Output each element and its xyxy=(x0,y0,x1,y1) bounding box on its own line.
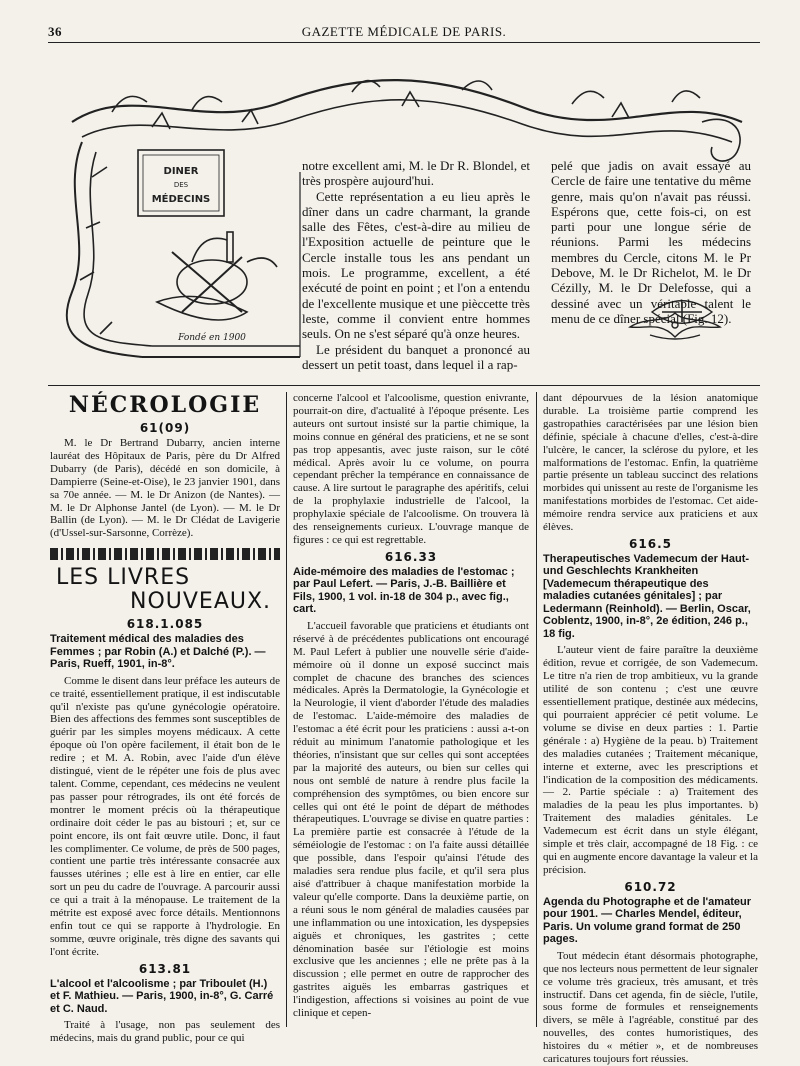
entry-number-610-72: 610.72 xyxy=(624,879,677,894)
colc-text-top xyxy=(543,392,758,534)
column-b xyxy=(293,392,529,1032)
entry-paragraph-610-72: Tout médecin étant désormais photographe, que nos lecteurs nous permettent de leur signaler ce volume très gracieux, très amusant, et très instructif. Dans cet agenda, fin de siècle, l'utile, sous forme de formules et renseignements divers, se mêle à l'agréable, constitué par des nouvelles, des contes humoristiques, des histoires du « métier », et de nombreuses caricatures toujours fort réussies. xyxy=(543,949,758,1066)
sign-line-1: DINER xyxy=(163,166,199,177)
diner-sign xyxy=(138,150,224,216)
necrologie-paragraph: M. le Dr Bertrand Dubarry, ancien interne lauréat des Hôpitaux de Paris, père du Dr Alfred Dubarry (de Paris), décédé en son domicile, à Dampierre (Seine-et-Oise), le 23 janvier 1901, dans sa 70e année. — M. le Dr Anizon (de Nantes). — M. le Dr Alphonse Jantel (de Lyon). — M. le Dr Ballin (de Lyon). — M. le Dr Clédat de Lavigerie (d'Ussel-sur-Sarsonne, Corrèze). xyxy=(50,437,280,540)
sign-line-3: MÉDECINS xyxy=(151,194,211,205)
journal-title: GAZETTE MÉDICALE DE PARIS. xyxy=(301,24,507,39)
sign-line-2: DES xyxy=(173,181,189,189)
ornamental-border xyxy=(50,548,280,560)
top-col2-p1: pelé que jadis on avait essayé au Cercle de faire une tentative du même genre, mais qu'on n'avait pas réussi. Espérons que, cette fois-ci, on est parti pour une longue série de réunions. Parmi les médecins membres du Cercle, citons M. le Pr Debove, M. le Dr Richelot, M. le Dr Cézilly, M. le Dr Delefosse, qui a dessiné avec un véritable talent le menu de ce dîner spécial (Fig. 12). xyxy=(551,158,751,326)
running-header xyxy=(48,22,760,43)
column-c xyxy=(543,392,758,1066)
entry-number-618: 618.1.085 xyxy=(126,617,204,632)
entry-title-618: Traitement médical des maladies des Femmes ; par Robin (A.) et Dalché (P.). — Paris, Rueff, 1901, in-8°. xyxy=(50,633,266,671)
column-a xyxy=(50,392,280,1045)
entry-text-610-72 xyxy=(543,950,758,1066)
entry-title-613: L'alcool et l'alcoolisme ; par Triboulet (H.) et F. Mathieu. — Paris, 1900, in-8°, G. Carré et C. Naud. xyxy=(50,977,274,1015)
top-col1-p3: Le président du banquet a prononcé au dessert un petit toast, dans lequel il a rap- xyxy=(302,341,530,372)
entry-text-616-33 xyxy=(293,620,529,1020)
top-article-col2 xyxy=(551,158,751,326)
entry-text-616-5 xyxy=(543,644,758,876)
entry-text-618 xyxy=(50,675,280,959)
colc-paragraph-top: dant dépourvues de la lésion anatomique durable. La troisième partie comprend les gastropathies caractérisées par une lésion bien définie, spéciale à chacune d'elles, c'est-à-dire l'ulcère, le cancer, la sclérose du pylore, et les malformations de l'estomac. Enfin, la quatrième partie présente un tableau succinct des relations morbides qui unissent au reste de l'organisme les manifestations morbides de l'estomac. Cet aide-mémoire rendra service aux praticiens et aux élèves. xyxy=(543,392,758,534)
livres-heading xyxy=(50,566,280,614)
entry-paragraph-616-33: L'accueil favorable que praticiens et étudiants ont réservé à de précédentes publications ont encouragé M. Paul Lefert à publier une nouvelle série d'aide-mémoire où il donne un exposé succinct mais complet de chacune des branches des sciences médicales. Après la Dermatologie, la Gynécologie et la Neurologie, il vient d'aborder l'étude des maladies de l'estomac. L'aide-mémoire des maladies de l'estomac a été écrit pour les praticiens : aussi a-t-on réduit au minimum l'anatomie pathologique et les théories, n'insistant que sur celles qui sont acceptées par la majorité des auteurs, ou bien sur celles qui nous ont semblé de nature à rendre plus facile la compréhension des symptômes, ou bien encore sur celles qui ont été le point de départ de méthodes thérapeutiques. L'ouvrage se divise en quatre parties : La première partie est consacrée à l'étude de la séméiologie de l'estomac : on l'a faite aussi détaillée que possible, dans l'espoir qu'ainsi l'étude des maladies sera rendue plus facile, et qu'il sera plus aisé d'attribuer à chaque manifestation morbide la valeur qu'elle comporte. Dans la deuxième partie, on a réuni sous le nom général de maladies causées par une inflammation ou une intoxication, les dyspepsies aiguës et chroniques, les gastrites ; cette dénomination basée sur l'étiologie est moins exclusive que les anciennes ; elle ne prête pas à la discussion ; elle permet en outre de rapprocher des gastrites aiguës les embarras gastriques et l'indigestion, affections si voisines au point de vue clinique et cepen- xyxy=(293,619,529,1020)
top-article-col1 xyxy=(302,158,530,382)
column-rule-2 xyxy=(536,392,537,1027)
section-divider xyxy=(48,385,760,386)
necrologie-text xyxy=(50,437,280,540)
entry-number-613: 613.81 xyxy=(138,961,192,976)
entry-paragraph-616-5: L'auteur vient de faire paraître la deuxième édition, revue et corrigée, de son Vademecum. Le titre n'a rien de trop ambitieux, vu la grande utilité de son contenu ; c'est une œuvre essentiellement pratique, destinée aux médecins, qui pourraient apprécier cé petit volume. Le volume se divise en deux parties : 1. Partie générale : a) Hygiène de la peau. b) Traitement des maladies cutanées ; Traitement mécanique, interne et externe, avec les prescriptions et l'indication de la composition des médicaments. — 2. Partie spéciale : a) Traitement des maladies de la peau les plus importantes. b) Traitement des maladies génitales. Le Vademecum est écrit dans un style élégant, simple et très clair, accompagné de 18 Fig. : ce qui en augmente encore davantage la valeur et la précision. xyxy=(543,644,758,876)
entry-title-610-72: Agenda du Photographe et de l'amateur pour 1901. — Charles Mendel, éditeur, Paris. Un volume grand format de 250 pages. xyxy=(543,895,751,946)
colb-text-top xyxy=(293,392,529,547)
top-col1-p2: Cette représentation a eu lieu après le dîner dans un cadre charmant, la grande salle des Fêtes, c'est-à-dire au milieu de l'Exposition actuelle de peinture que le Cercle installe tous les ans pendant un mois. Le programme, excellent, a été exécuté de point en point ; et l'on a entendu de l'excellente musique et une pièccette très leste, comme il convient entre hommes seuls. On ne s'est séparé qu'à onze heures. xyxy=(302,188,530,342)
entry-paragraph-613: Traité à l'usage, non pas seulement des médecins, mais du grand public, pour ce qui xyxy=(50,1019,280,1045)
entry-paragraph-618: Comme le disent dans leur préface les auteurs de ce traité, essentiellement pratique, il est indiscutable qu'il n'existe pas qu'une gynécologie opératoire. Bien des affections des femmes sont susceptibles de guérir par les simples moyens médicaux. A cette époque où l'on opère facilement, il était bon de le redire ; et M. A. Robin, avec l'aide d'un élève distingué, vient de le répéter une fois de plus avec talent. Comme, cependant, ces médecins ne veulent pas passer pour rétrogrades, ils ont été forcés de montrer le moment précis où la thérapeutique ordinaire doit céder le pas au bistouri ; et, sur ce point encore, ils ont fait œuvre utile. Donc, il faut les complimenter. Ce volume, de près de 500 pages, contient une partie très intéressante consacrée aux fausses utérines ; elle est à lire en entier, car elle sort un peu du cadre de l'ouvrage. A parcourir aussi ce qui a trait à la ménopause. Le traitement de la métrite est exposé avec force détails. Mentionnons enfin tout ce qui se rapporte à l'hydrologie. En somme, œuvre originale, très digne des savants qui l'ont écrite. xyxy=(50,674,280,958)
entry-title-616-5: Therapeutisches Vademecum der Haut- und Geschlechts Krankheiten [Vademecum thérapeutique des maladies cutanées génitales] ; par Ledermann (Reinhold). — Berlin, Oscar, Coblentz, 1900, in-8°, 2e édition, 246 p., 18 fig. xyxy=(543,552,751,640)
entry-text-613 xyxy=(50,1019,280,1045)
page-number: 36 xyxy=(48,24,62,39)
entry-number-616-5: 616.5 xyxy=(629,536,672,551)
livres-heading-line2: NOUVEAUX. xyxy=(130,589,272,615)
top-col1-p1: notre excellent ami, M. le Dr R. Blondel, et très prospère aujourd'hui. xyxy=(302,158,530,189)
necrologie-number: 61(09) xyxy=(139,421,191,435)
livres-heading-line1: LES LIVRES xyxy=(56,565,191,591)
entry-number-616-33: 616.33 xyxy=(384,549,438,564)
necrologie-heading: NÉCROLOGIE xyxy=(68,392,262,418)
fleuron-ornament xyxy=(620,305,730,345)
column-rule-1 xyxy=(286,392,287,1027)
founded-caption: Fondé en 1900 xyxy=(178,333,246,343)
colb-paragraph-top: concerne l'alcool et l'alcoolisme, question enivrante, pourrait-on dire, d'actualité à l'époque présente. Les auteurs ont surtout insisté sur la partie chimique, la moins connue en général des praticiens, et ne se sont pas trop appesantis, avec juste raison, sur le côté médical. Après avoir lu ce volume, on pourra cependant prêcher la tempérance en connaissance de cause. A lire surtout le paragraphe des apéritifs, celui de la prophylaxie industrielle de l'alcool, la prophylaxie spéciale de l'alcoolisme. On trouvera là des renseignements curieux. L'ouvrage manque de figures : ce qui est regrettable. xyxy=(293,392,529,546)
entry-title-616-33: Aide-mémoire des maladies de l'estomac ; par Paul Lefert. — Paris, J.-B. Baillière et Fils, 1900, 1 vol. in-18 de 304 p., avec fig., cart. xyxy=(293,565,515,616)
